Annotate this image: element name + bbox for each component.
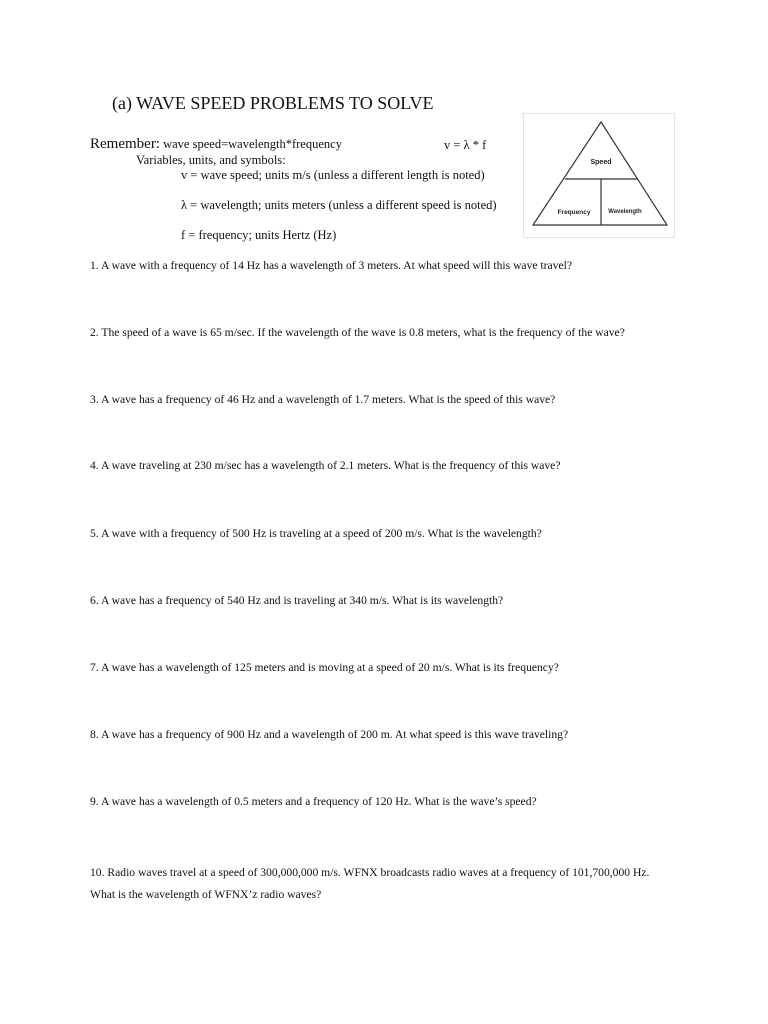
- question-10: 10. Radio waves travel at a speed of 300,000,000 m/s. WFNX broadcasts radio waves at a frequency of 101,700,000 Hz. What is the wavelength of WFNX’z radio waves?: [90, 866, 650, 901]
- remember-text: wave speed=wavelength*frequency: [159, 137, 342, 151]
- question-5: 5. A wave with a frequency of 500 Hz is traveling at a speed of 200 m/s. What is the wavelength?: [90, 527, 542, 540]
- question-9: 9. A wave has a wavelength of 0.5 meters and a frequency of 120 Hz. What is the wave’s speed?: [90, 795, 537, 808]
- triangle-label-speed: Speed: [590, 159, 612, 166]
- triangle-outline: [533, 122, 667, 225]
- remember-line: [90, 136, 342, 153]
- question-6: 6. A wave has a frequency of 540 Hz and is traveling at 340 m/s. What is its wavelength?: [90, 594, 504, 607]
- page-title: (a) WAVE SPEED PROBLEMS TO SOLVE: [112, 93, 434, 113]
- question-3: 3. A wave has a frequency of 46 Hz and a wavelength of 1.7 meters. What is the speed of this wave?: [90, 393, 556, 406]
- definition-wavelength: λ = wavelength; units meters (unless a different speed is noted): [181, 198, 497, 212]
- triangle-label-frequency: Frequency: [557, 209, 591, 216]
- question-8: 8. A wave has a frequency of 900 Hz and a wavelength of 200 m. At what speed is this wave traveling?: [90, 728, 569, 741]
- remember-label: Remember:: [90, 136, 160, 152]
- wave-triangle-diagram: [523, 113, 675, 238]
- question-1: 1. A wave with a frequency of 14 Hz has a wavelength of 3 meters. At what speed will this wave travel?: [90, 259, 572, 272]
- wave-formula: v = λ * f: [444, 138, 487, 152]
- definition-frequency: f = frequency; units Hertz (Hz): [181, 228, 337, 242]
- triangle-label-wavelength: Wavelength: [608, 209, 642, 215]
- question-7: 7. A wave has a wavelength of 125 meters and is moving at a speed of 20 m/s. What is its frequency?: [90, 661, 559, 674]
- question-2: 2. The speed of a wave is 65 m/sec. If the wavelength of the wave is 0.8 meters, what is the frequency of the wave?: [90, 326, 625, 339]
- question-4: 4. A wave traveling at 230 m/sec has a wavelength of 2.1 meters. What is the frequency of this wave?: [90, 459, 561, 472]
- definition-speed: v = wave speed; units m/s (unless a different length is noted): [181, 168, 485, 182]
- triangle-svg: [524, 114, 674, 237]
- variables-heading: Variables, units, and symbols:: [136, 153, 286, 167]
